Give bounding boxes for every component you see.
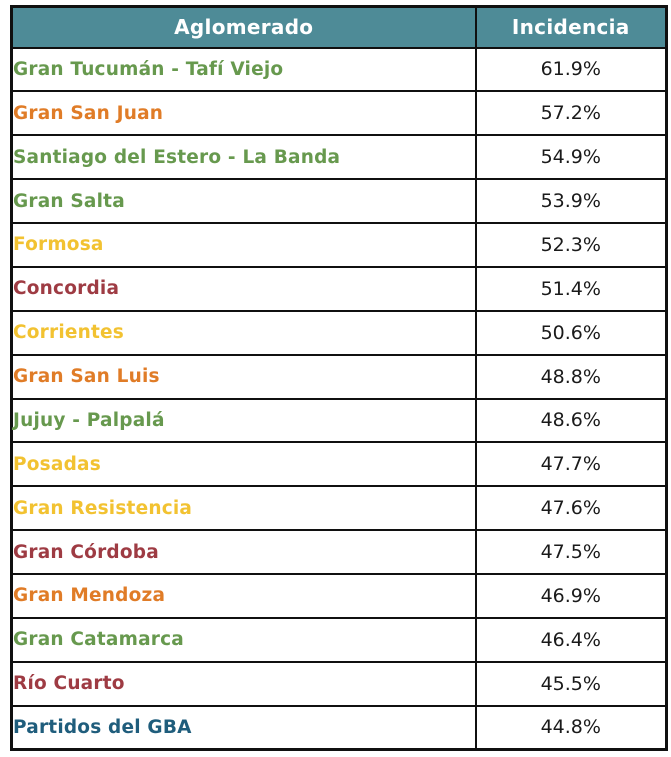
table-row: [12, 530, 667, 574]
incidencia-cell: 47.7%: [476, 442, 667, 486]
table-row: [12, 355, 667, 399]
incidencia-cell: 46.4%: [476, 618, 667, 662]
incidencia-cell: 50.6%: [476, 311, 667, 355]
column-header-incidencia: Incidencia: [476, 7, 667, 48]
incidencia-cell: 48.6%: [476, 399, 667, 443]
incidencia-cell: 45.5%: [476, 662, 667, 706]
aglomerado-cell: Gran San Juan: [12, 91, 476, 135]
table-body: [12, 48, 667, 750]
column-header-aglomerado: Aglomerado: [12, 7, 476, 48]
aglomerado-cell: Jujuy - Palpalá: [12, 399, 476, 443]
table-row: [12, 267, 667, 311]
aglomerado-cell: Gran Mendoza: [12, 574, 476, 618]
table-row: [12, 442, 667, 486]
incidencia-cell: 54.9%: [476, 135, 667, 179]
table-row: [12, 48, 667, 92]
incidence-table: [10, 5, 668, 751]
aglomerado-cell: Concordia: [12, 267, 476, 311]
table-row: [12, 706, 667, 750]
table-row: [12, 135, 667, 179]
table-row: [12, 662, 667, 706]
table-row: [12, 618, 667, 662]
aglomerado-cell: Gran San Luis: [12, 355, 476, 399]
incidencia-cell: 44.8%: [476, 706, 667, 750]
table-row: [12, 574, 667, 618]
incidencia-cell: 47.5%: [476, 530, 667, 574]
incidencia-cell: 46.9%: [476, 574, 667, 618]
incidencia-cell: 53.9%: [476, 179, 667, 223]
table-row: [12, 311, 667, 355]
aglomerado-cell: Gran Resistencia: [12, 486, 476, 530]
table-row: [12, 223, 667, 267]
aglomerado-cell: Posadas: [12, 442, 476, 486]
aglomerado-cell: Gran Córdoba: [12, 530, 476, 574]
incidencia-cell: 57.2%: [476, 91, 667, 135]
incidencia-cell: 51.4%: [476, 267, 667, 311]
incidencia-cell: 47.6%: [476, 486, 667, 530]
aglomerado-cell: Gran Salta: [12, 179, 476, 223]
aglomerado-cell: Santiago del Estero - La Banda: [12, 135, 476, 179]
aglomerado-cell: Formosa: [12, 223, 476, 267]
aglomerado-cell: Río Cuarto: [12, 662, 476, 706]
aglomerado-cell: Corrientes: [12, 311, 476, 355]
table-header-row: [12, 7, 667, 48]
aglomerado-cell: Partidos del GBA: [12, 706, 476, 750]
table-row: [12, 179, 667, 223]
incidencia-cell: 52.3%: [476, 223, 667, 267]
aglomerado-cell: Gran Catamarca: [12, 618, 476, 662]
incidencia-cell: 48.8%: [476, 355, 667, 399]
table-row: [12, 486, 667, 530]
table-row: [12, 91, 667, 135]
incidencia-cell: 61.9%: [476, 48, 667, 92]
table-row: [12, 399, 667, 443]
aglomerado-cell: Gran Tucumán - Tafí Viejo: [12, 48, 476, 92]
